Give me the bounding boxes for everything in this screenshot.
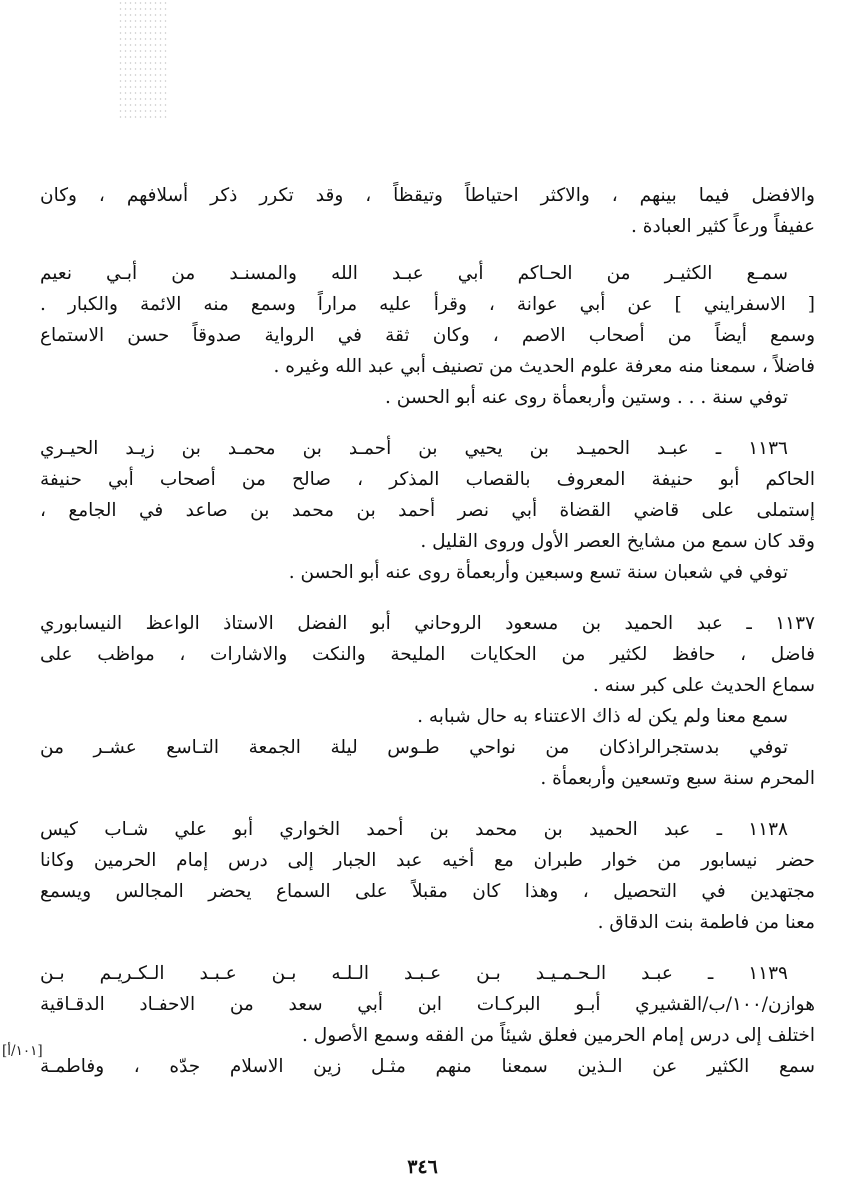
text-line: إستملى على قاضي القضاة أبي نصر أحمد بن محمد بن صاعد في الجامع ،: [40, 500, 815, 521]
paragraph-gap: [40, 588, 815, 608]
paragraph-gap: [40, 413, 815, 433]
paragraph-gap: [40, 794, 815, 814]
paragraph-gap: [40, 242, 815, 258]
text-line: الحاكم أبو حنيفة المعروف بالقصاب المذكر ، صالح من أصحاب أبي حنيفة: [40, 469, 815, 490]
text-line: مجتهدين في التحصيل ، وهذا كان مقبلاً على السماع يحضر المجالس ويسمع: [40, 881, 815, 902]
entry-1137: [40, 608, 815, 794]
entry-heading-line: ١١٣٨ ـ عبد الحميد بن محمد بن أحمد الخواري أبو علي شـاب كيس: [40, 819, 788, 840]
death-line: توفي في شعبان سنة تسع وسبعين وأربعمأة روى عنه أبو الحسن .: [288, 562, 788, 583]
entry-heading-line: ١١٣٩ ـ عبـد الـحـمـيـد بـن عـبـد الـلـه بـن عـبـد الـكـريـم بـن: [40, 963, 788, 984]
text-line: عفيفاً ورعاً كثير العبادة .: [631, 216, 815, 237]
entry-continuation: [40, 180, 815, 242]
death-line: توفي بدستجرالراذكان من نواحي طـوس ليلة الجمعة التـاسع عشـر من: [40, 737, 788, 758]
paragraph-gap: [40, 938, 815, 958]
text-line: والافضل فيما بينهم ، والاكثر احتياطاً وتيقظاً ، وقد تكرر ذكر أسلافهم ، وكان: [40, 185, 815, 206]
entry-heading-line: ١١٣٧ ـ عبد الحميد بن مسعود الروحاني أبو الفضل الاستاذ الواعظ النيسابوري: [40, 613, 815, 634]
text-line: هوازن/١٠٠/ب/القشيري أبـو البركـات ابن أبي سعد من الاحفـاد الدقـاقية: [40, 994, 815, 1015]
text-line: [ الاسفرايني ] عن أبي عوانة ، وقرأ عليه مراراً وسمع منه الائمة والكبار .: [40, 294, 815, 315]
text-line: وسمع أيضاً من أصحاب الاصم ، وكان ثقة في الرواية صدوقاً حسن الاستماع: [40, 325, 815, 346]
text-line: فاضل ، حافظ لكثير من الحكايات المليحة والنكت والاشارات ، مواظب على: [40, 644, 815, 665]
text-line: معنا من فاطمة بنت الدقاق .: [597, 912, 815, 933]
death-line: توفي سنة . . . وستين وأربعمأة روى عنه أبو الحسن .: [384, 387, 788, 408]
margin-folio-note: [١٠١/أ]: [2, 1043, 43, 1059]
page-number: ٣٤٦: [407, 1156, 438, 1178]
entry-heading-line: ١١٣٦ ـ عبـد الحميـد بن يحيي بن أحمـد بن محمـد بن زيـد الحيـري: [40, 438, 788, 459]
text-line: سمـع الكثيـر من الحـاكم أبي عبـد الله والمسنـد من أبـي نعيم: [40, 263, 788, 284]
text-line: حضر نيسابور من خوار طبران مع أخيه عبد الجبار إلى درس إمام الحرمين وكانا: [40, 850, 815, 871]
text-line: سمع الكثير عن الـذين سمعنا منهم مثـل زين الاسلام جدّه ، وفاطمـة: [40, 1056, 815, 1077]
death-line: المحرم سنة سبع وتسعين وأربعمأة .: [540, 768, 815, 789]
text-line: اختلف إلى درس إمام الحرمين فعلق شيئاً من الفقه وسمع الأصول .: [302, 1025, 815, 1046]
text-line: سماع الحديث على كبر سنه .: [592, 675, 815, 696]
text-line: فاضلاً ، سمعنا منه معرفة علوم الحديث من تصنيف أبي عبد الله وغيره .: [273, 356, 815, 377]
entry-1139: [40, 958, 815, 1082]
scan-speckle: [118, 0, 168, 120]
note-line: سمع معنا ولم يكن له ذاك الاعتناء به حال شبابه .: [417, 706, 788, 727]
entry-1138: [40, 814, 815, 938]
text-line: وقد كان سمع من مشايخ العصر الأول وروى القليل .: [420, 531, 815, 552]
entry-1136: [40, 433, 815, 588]
document-page: [40, 180, 815, 1082]
entry-hearing-paragraph: [40, 258, 815, 413]
